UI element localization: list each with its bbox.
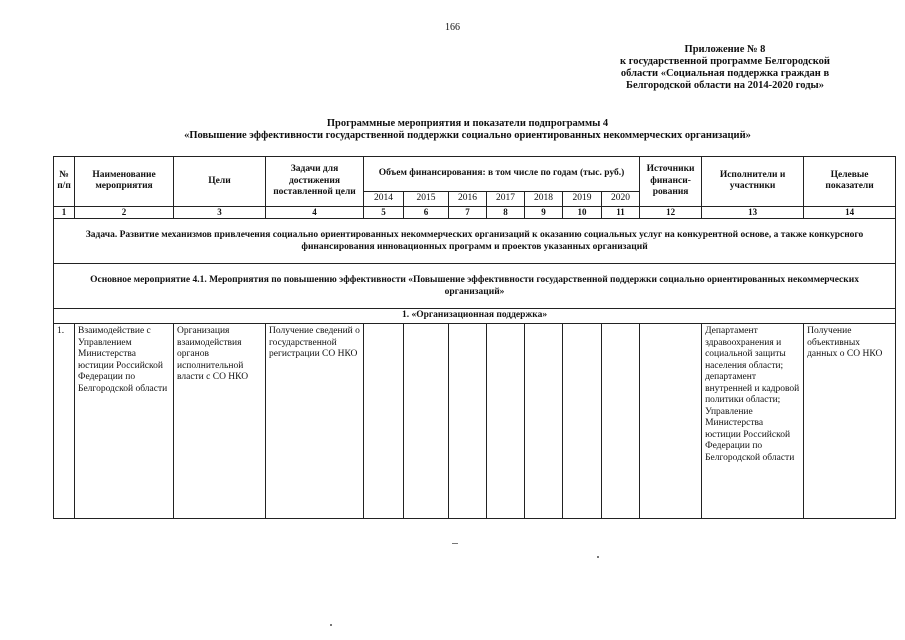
- row-name: Взаимодействие с Управлением Министерства юстиции Российской Федерации по Белгородской области: [75, 324, 174, 519]
- row-2016: [449, 324, 487, 519]
- row-2014: [364, 324, 404, 519]
- column-number: 12: [640, 206, 702, 219]
- row-indicator: Получение объективных данных о СО НКО: [804, 324, 896, 519]
- measures-table: [53, 156, 896, 519]
- row-2020: [602, 324, 640, 519]
- task-row: [54, 219, 896, 264]
- title-line-1: Программные мероприятия и показатели подпрограммы 4: [326, 118, 609, 129]
- row-goal: Организация взаимодействия органов исполнительной власти с СО НКО: [174, 324, 266, 519]
- column-number: 8: [487, 206, 525, 219]
- column-number: 6: [404, 206, 449, 219]
- title-line-2: «Повышение эффективности государственной поддержки социально ориентированных некоммерческих организаций»: [184, 130, 751, 141]
- row-2015: [404, 324, 449, 519]
- row-num: 1.: [54, 324, 75, 519]
- document-title: [40, 118, 895, 142]
- header-indicators: Целевые показатели: [804, 157, 896, 207]
- year-2015: 2015: [404, 192, 449, 207]
- header-executors: Исполнители и участники: [702, 157, 804, 207]
- row-2019: [563, 324, 602, 519]
- section-title: 1. «Организационная поддержка»: [54, 309, 896, 324]
- header-sources: Источники финанси-рования: [640, 157, 702, 207]
- scan-speck: [330, 624, 332, 626]
- column-number: 11: [602, 206, 640, 219]
- column-number: 2: [75, 206, 174, 219]
- table-row: [54, 324, 896, 519]
- column-numbers-row: [54, 206, 896, 219]
- header-funding: Объем финансирования: в том числе по годам (тыс. руб.): [364, 157, 640, 192]
- year-2017: 2017: [487, 192, 525, 207]
- row-2017: [487, 324, 525, 519]
- appendix-line-2: к государственной программе Белгородской: [620, 56, 830, 67]
- year-2014: 2014: [364, 192, 404, 207]
- row-source: [640, 324, 702, 519]
- header-num: № п/п: [54, 157, 75, 207]
- main-measure-row: [54, 264, 896, 309]
- column-number: 3: [174, 206, 266, 219]
- header-goals: Цели: [174, 157, 266, 207]
- scan-speck: [452, 543, 458, 544]
- scan-speck: [597, 556, 599, 558]
- appendix-note: [560, 44, 890, 92]
- column-number: 14: [804, 206, 896, 219]
- column-number: 13: [702, 206, 804, 219]
- column-number: 7: [449, 206, 487, 219]
- year-2019: 2019: [563, 192, 602, 207]
- column-number: 1: [54, 206, 75, 219]
- column-number: 9: [525, 206, 563, 219]
- header-tasks: Задачи для достижения поставленной цели: [266, 157, 364, 207]
- task-text: Задача. Развитие механизмов привлечения социально ориентированных некоммерческих организаций к оказанию социальных услуг на конкурентной основе, а также конкурсного финансирования инновационных программ и проектов указанных организаций: [54, 219, 896, 264]
- column-number: 10: [563, 206, 602, 219]
- year-2020: 2020: [602, 192, 640, 207]
- row-2018: [525, 324, 563, 519]
- appendix-line-4: Белгородской области на 2014-2020 годы»: [626, 80, 824, 91]
- year-2018: 2018: [525, 192, 563, 207]
- appendix-line-3: области «Социальная поддержка граждан в: [620, 68, 830, 79]
- page-number: 166: [445, 22, 460, 33]
- row-task: Получение сведений о государственной регистрации СО НКО: [266, 324, 364, 519]
- header-row: [54, 157, 896, 192]
- row-executors: Департамент здравоохранения и социальной защиты населения области; департамент внутренней и кадровой политики области; Управление Министерства юстиции Российской Федерации по Белгородской области: [702, 324, 804, 519]
- main-measure-text: Основное мероприятие 4.1. Мероприятия по повышению эффективности «Повышение эффективности государственной поддержки социально ориентированных некоммерческих организаций»: [54, 264, 896, 309]
- header-name: Наименование мероприятия: [75, 157, 174, 207]
- year-2016: 2016: [449, 192, 487, 207]
- section-row: [54, 309, 896, 324]
- column-number: 5: [364, 206, 404, 219]
- appendix-line-1: Приложение № 8: [684, 44, 766, 55]
- column-number: 4: [266, 206, 364, 219]
